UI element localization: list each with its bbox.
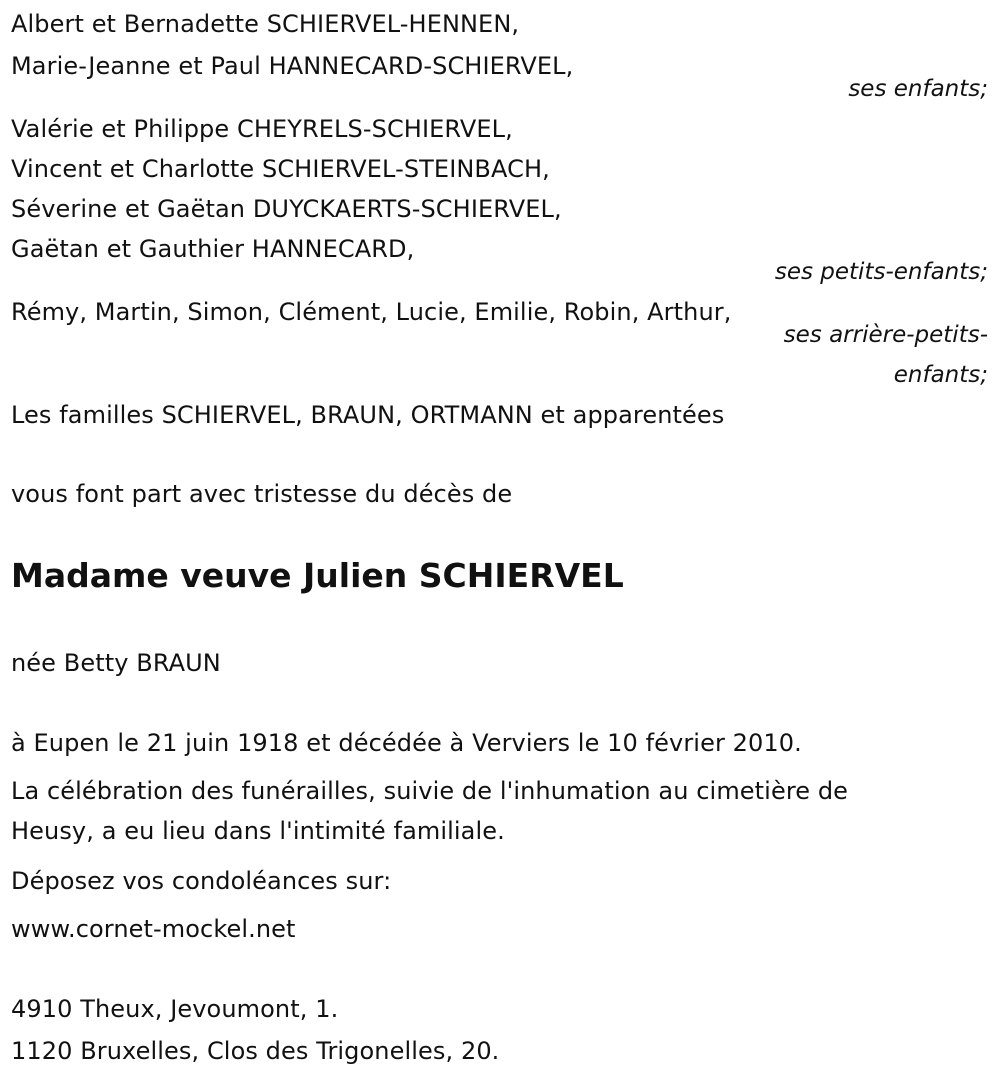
grandchildren-role: ses petits-enfants; [774, 259, 988, 285]
funeral-line: Heusy, a eu lieu dans l'intimité familiale. [11, 817, 505, 845]
children-role: ses enfants; [848, 76, 988, 102]
child-line: Marie-Jeanne et Paul HANNECARD-SCHIERVEL, [11, 52, 574, 80]
funeral-line: La célébration des funérailles, suivie de l'inhumation au cimetière de [11, 777, 849, 805]
grandchild-line: Vincent et Charlotte SCHIERVEL-STEINBACH, [11, 155, 550, 183]
great-grandchildren-role-line1: ses arrière-petits- [783, 322, 988, 348]
condolences-url: www.cornet-mockel.net [11, 915, 296, 943]
grandchild-line: Valérie et Philippe CHEYRELS-SCHIERVEL, [11, 115, 513, 143]
deceased-name: Madame veuve Julien SCHIERVEL [11, 556, 624, 595]
announcement-line: vous font part avec tristesse du décès de [11, 480, 513, 508]
birth-death-line: à Eupen le 21 juin 1918 et décédée à Verviers le 10 février 2010. [11, 729, 802, 757]
great-grandchildren-role-line2: enfants; [893, 362, 988, 388]
birth-name: née Betty BRAUN [11, 649, 221, 677]
grandchild-line: Séverine et Gaëtan DUYCKAERTS-SCHIERVEL, [11, 195, 562, 223]
great-grandchildren-line: Rémy, Martin, Simon, Clément, Lucie, Emilie, Robin, Arthur, [11, 298, 732, 326]
address-line: 4910 Theux, Jevoumont, 1. [11, 995, 339, 1023]
condolences-label: Déposez vos condoléances sur: [11, 867, 392, 895]
address-line: 1120 Bruxelles, Clos des Trigonelles, 20. [11, 1037, 500, 1065]
families-line: Les familles SCHIERVEL, BRAUN, ORTMANN et apparentées [11, 401, 725, 429]
grandchild-line: Gaëtan et Gauthier HANNECARD, [11, 235, 415, 263]
child-line: Albert et Bernadette SCHIERVEL-HENNEN, [11, 10, 520, 38]
